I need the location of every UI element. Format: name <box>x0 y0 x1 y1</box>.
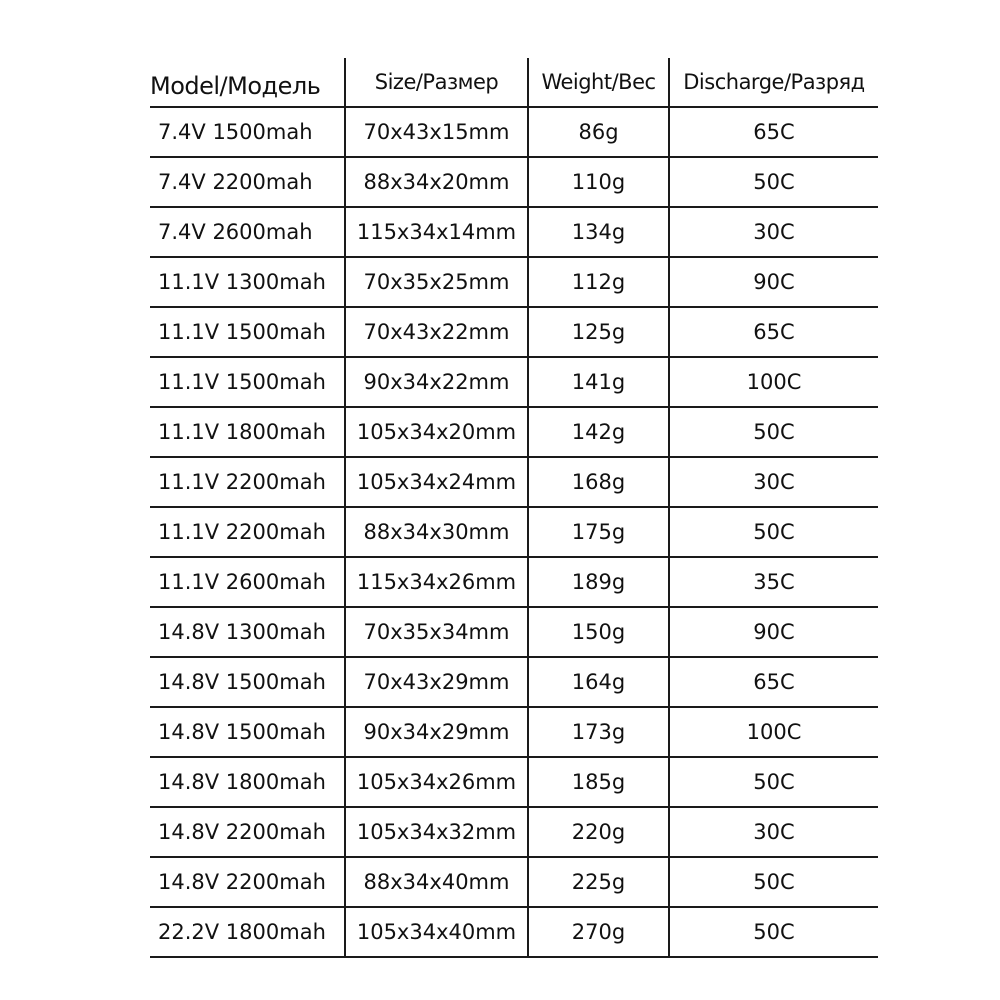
cell-model: 14.8V 1300mah <box>150 607 345 657</box>
table-row <box>150 407 878 457</box>
header-model: Model/Модель <box>150 58 345 107</box>
cell-size: 105x34x24mm <box>345 457 528 507</box>
cell-model: 11.1V 2200mah <box>150 507 345 557</box>
header-size: Size/Размер <box>345 58 528 107</box>
table-row <box>150 707 878 757</box>
table-row <box>150 507 878 557</box>
cell-model: 7.4V 2600mah <box>150 207 345 257</box>
cell-weight: 168g <box>528 457 669 507</box>
cell-size: 70x43x22mm <box>345 307 528 357</box>
cell-weight: 185g <box>528 757 669 807</box>
cell-weight: 86g <box>528 107 669 157</box>
cell-weight: 270g <box>528 907 669 957</box>
cell-discharge: 65C <box>669 657 878 707</box>
cell-discharge: 50C <box>669 507 878 557</box>
battery-spec-table <box>150 58 878 958</box>
table-row <box>150 357 878 407</box>
table-row <box>150 807 878 857</box>
cell-size: 115x34x26mm <box>345 557 528 607</box>
cell-discharge: 30C <box>669 457 878 507</box>
cell-model: 11.1V 1500mah <box>150 357 345 407</box>
cell-discharge: 100C <box>669 707 878 757</box>
cell-discharge: 30C <box>669 207 878 257</box>
cell-weight: 134g <box>528 207 669 257</box>
cell-discharge: 50C <box>669 157 878 207</box>
cell-model: 11.1V 1500mah <box>150 307 345 357</box>
cell-size: 70x35x34mm <box>345 607 528 657</box>
table-row <box>150 757 878 807</box>
cell-model: 22.2V 1800mah <box>150 907 345 957</box>
table-row <box>150 557 878 607</box>
table-row <box>150 607 878 657</box>
cell-size: 105x34x20mm <box>345 407 528 457</box>
cell-weight: 125g <box>528 307 669 357</box>
cell-size: 115x34x14mm <box>345 207 528 257</box>
cell-discharge: 65C <box>669 307 878 357</box>
cell-discharge: 65C <box>669 107 878 157</box>
cell-discharge: 30C <box>669 807 878 857</box>
cell-weight: 189g <box>528 557 669 607</box>
cell-size: 88x34x30mm <box>345 507 528 557</box>
cell-model: 11.1V 2200mah <box>150 457 345 507</box>
cell-discharge: 50C <box>669 857 878 907</box>
header-row <box>150 58 878 107</box>
cell-weight: 110g <box>528 157 669 207</box>
cell-weight: 220g <box>528 807 669 857</box>
cell-model: 11.1V 2600mah <box>150 557 345 607</box>
table-row <box>150 657 878 707</box>
cell-size: 90x34x29mm <box>345 707 528 757</box>
cell-model: 7.4V 2200mah <box>150 157 345 207</box>
table-body <box>150 107 878 957</box>
cell-discharge: 35C <box>669 557 878 607</box>
header-discharge: Discharge/Разряд <box>669 58 878 107</box>
cell-model: 14.8V 1500mah <box>150 707 345 757</box>
cell-discharge: 90C <box>669 607 878 657</box>
cell-weight: 150g <box>528 607 669 657</box>
table-row <box>150 107 878 157</box>
table-row <box>150 207 878 257</box>
cell-size: 88x34x20mm <box>345 157 528 207</box>
cell-weight: 142g <box>528 407 669 457</box>
cell-size: 105x34x32mm <box>345 807 528 857</box>
cell-size: 90x34x22mm <box>345 357 528 407</box>
cell-weight: 173g <box>528 707 669 757</box>
cell-discharge: 50C <box>669 907 878 957</box>
cell-model: 11.1V 1300mah <box>150 257 345 307</box>
cell-model: 14.8V 1800mah <box>150 757 345 807</box>
cell-size: 88x34x40mm <box>345 857 528 907</box>
cell-weight: 175g <box>528 507 669 557</box>
cell-size: 70x35x25mm <box>345 257 528 307</box>
cell-model: 14.8V 2200mah <box>150 857 345 907</box>
cell-discharge: 100C <box>669 357 878 407</box>
cell-model: 7.4V 1500mah <box>150 107 345 157</box>
table-row <box>150 257 878 307</box>
table-row <box>150 457 878 507</box>
table-row <box>150 857 878 907</box>
table-row <box>150 907 878 957</box>
cell-weight: 112g <box>528 257 669 307</box>
cell-discharge: 90C <box>669 257 878 307</box>
cell-weight: 141g <box>528 357 669 407</box>
cell-weight: 225g <box>528 857 669 907</box>
header-weight: Weight/Bec <box>528 58 669 107</box>
table-row <box>150 307 878 357</box>
cell-size: 70x43x29mm <box>345 657 528 707</box>
cell-size: 70x43x15mm <box>345 107 528 157</box>
cell-model: 11.1V 1800mah <box>150 407 345 457</box>
table-header <box>150 58 878 107</box>
cell-discharge: 50C <box>669 757 878 807</box>
cell-model: 14.8V 2200mah <box>150 807 345 857</box>
cell-weight: 164g <box>528 657 669 707</box>
cell-model: 14.8V 1500mah <box>150 657 345 707</box>
cell-size: 105x34x26mm <box>345 757 528 807</box>
cell-discharge: 50C <box>669 407 878 457</box>
table-row <box>150 157 878 207</box>
cell-size: 105x34x40mm <box>345 907 528 957</box>
